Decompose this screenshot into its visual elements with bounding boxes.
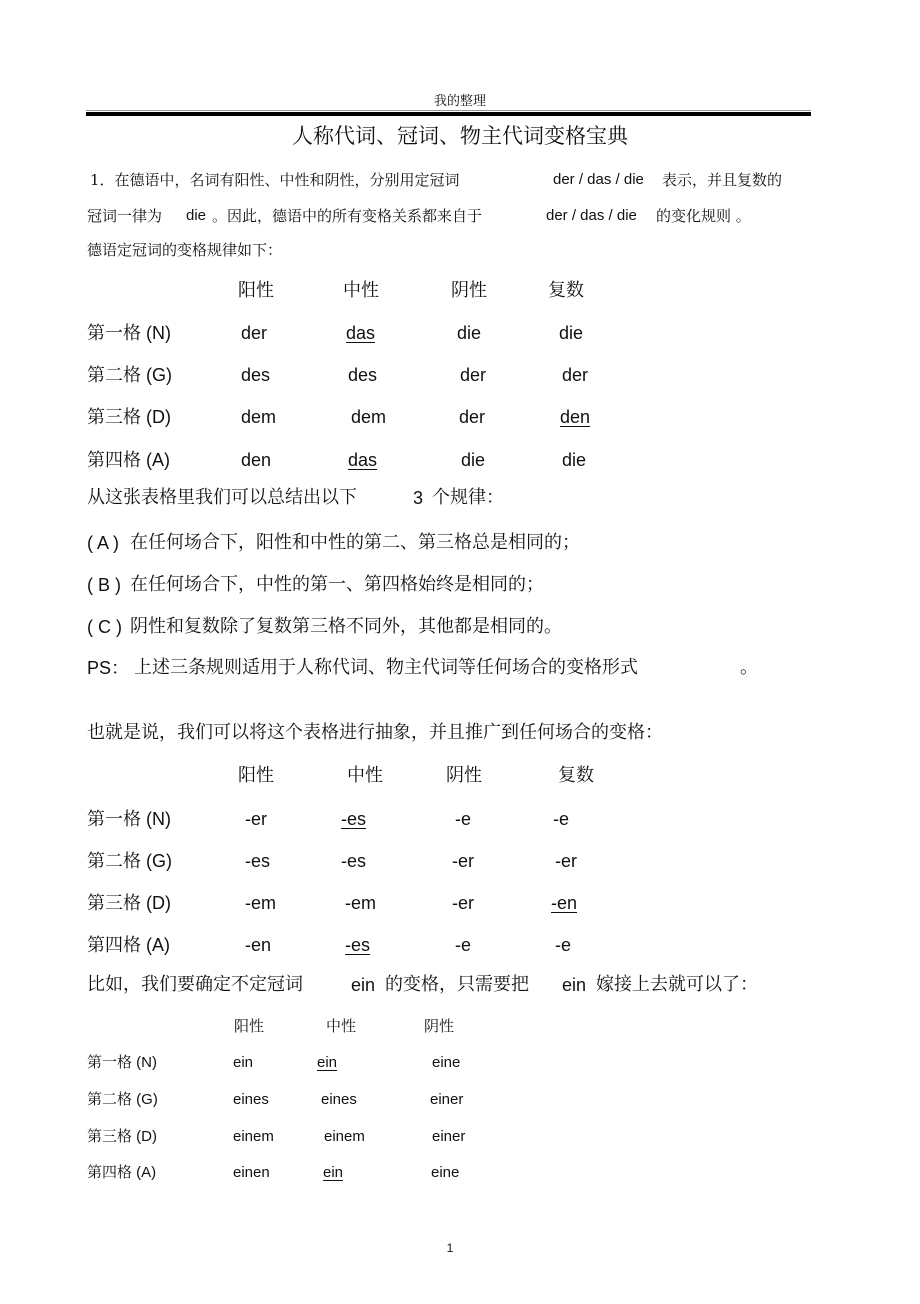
table2-row-label: 第二格 (G) bbox=[87, 851, 172, 871]
page-number: 1 bbox=[446, 1241, 454, 1255]
intro-text-2e: 的变化规则 。 bbox=[656, 207, 751, 225]
intro-text-2c: 。因此，德语中的所有变格关系都来自于 bbox=[212, 207, 483, 225]
table2-cell: -er bbox=[452, 851, 474, 871]
table2-cell: -es bbox=[341, 809, 367, 829]
table1-cell: der bbox=[241, 323, 268, 343]
table3-cell: eines bbox=[321, 1091, 357, 1108]
intro-text-2a: 冠词一律为 bbox=[87, 207, 163, 225]
table3-row-label: 第一格 (N) bbox=[87, 1054, 157, 1071]
table2-row-label: 第四格 (A) bbox=[87, 935, 170, 955]
table3-header-feminine: 阴性 bbox=[424, 1017, 455, 1035]
intro-articles-1: der / das / die bbox=[553, 171, 644, 188]
table2-cell: -em bbox=[245, 893, 276, 913]
table2-cell: -e bbox=[455, 809, 472, 829]
table2-cell: -em bbox=[345, 893, 376, 913]
table1-header-feminine: 阴性 bbox=[451, 280, 487, 301]
rules-count: 3 bbox=[413, 488, 424, 508]
example-ein-2: ein bbox=[562, 975, 587, 995]
table3-cell: eine bbox=[432, 1054, 461, 1071]
table1-row-label: 第三格 (D) bbox=[87, 407, 171, 427]
table1-cell: der bbox=[562, 365, 589, 385]
rule-c-label: ( C ) bbox=[87, 617, 122, 637]
table3-cell: einer bbox=[432, 1128, 466, 1145]
example-text-a: 比如，我们要确定不定冠词 bbox=[87, 974, 303, 995]
table2-cell: -e bbox=[553, 809, 570, 829]
table1-cell: des bbox=[241, 365, 271, 385]
intro-articles-2: der / das / die bbox=[546, 207, 637, 224]
table1-row-label: 第一格 (N) bbox=[87, 323, 171, 343]
table3-row-label: 第三格 (D) bbox=[87, 1128, 157, 1145]
table2-header-plural: 复数 bbox=[558, 765, 594, 786]
rule-b-label: ( B ) bbox=[87, 575, 121, 595]
table3-cell: einer bbox=[430, 1091, 464, 1108]
table1-cell: das bbox=[346, 323, 376, 343]
intro-line-1 bbox=[90, 171, 460, 189]
table3-cell: einem bbox=[233, 1128, 274, 1145]
intro-text-1c: 表示，并且复数的 bbox=[662, 171, 783, 189]
page-header: 我的整理 bbox=[433, 94, 486, 109]
table1-cell: den bbox=[241, 450, 272, 470]
table2-cell: -er bbox=[555, 851, 577, 871]
example-ein-1: ein bbox=[351, 975, 376, 995]
table1-header-neuter: 中性 bbox=[343, 280, 379, 301]
table1-cell: die bbox=[457, 323, 482, 343]
table1-header-plural: 复数 bbox=[548, 280, 584, 301]
rule-a-text: 在任何场合下，阳性和中性的第二、第三格总是相同的； bbox=[130, 532, 580, 553]
example-text-e: 嫁接上去就可以了： bbox=[596, 974, 758, 995]
table1-cell: die bbox=[559, 323, 584, 343]
table1-cell: die bbox=[562, 450, 587, 470]
table2-cell: -es bbox=[341, 851, 367, 871]
rule-b-text: 在任何场合下，中性的第一、第四格始终是相同的； bbox=[130, 574, 544, 595]
table2-cell: -er bbox=[452, 893, 474, 913]
rules-intro: 从这张表格里我们可以总结出以下 bbox=[87, 487, 357, 508]
header-rule-thin bbox=[86, 110, 811, 111]
table2-header-masculine: 阳性 bbox=[238, 765, 274, 786]
ps-end: 。 bbox=[740, 657, 758, 678]
table1-cell: die bbox=[461, 450, 486, 470]
table3-cell: einen bbox=[233, 1164, 270, 1181]
example-text-c: 的变格，只需要把 bbox=[385, 974, 529, 995]
table1-row-label: 第二格 (G) bbox=[87, 365, 172, 385]
table1-row-label: 第四格 (A) bbox=[87, 450, 170, 470]
intro-text-3: 德语定冠词的变格规律如下： bbox=[87, 241, 283, 259]
table2-row-label: 第一格 (N) bbox=[87, 809, 171, 829]
table3-header-neuter: 中性 bbox=[326, 1017, 357, 1035]
table2-cell: -es bbox=[345, 935, 371, 955]
intro-die: die bbox=[186, 207, 207, 224]
table1-cell: dem bbox=[351, 407, 387, 427]
table2-cell: -es bbox=[245, 851, 271, 871]
table1-cell: des bbox=[348, 365, 378, 385]
header-rule-thick bbox=[86, 112, 811, 116]
table2-row-label: 第三格 (D) bbox=[87, 893, 171, 913]
table1-cell: der bbox=[459, 407, 486, 427]
rules-intro-end: 个规律： bbox=[432, 487, 504, 508]
table1-cell: das bbox=[348, 450, 378, 470]
table1-cell: den bbox=[560, 407, 591, 427]
table2-header-feminine: 阴性 bbox=[446, 765, 482, 786]
table2-cell: -e bbox=[455, 935, 472, 955]
ps-text: 上述三条规则适用于人称代词、物主代词等任何场合的变格形式 bbox=[134, 657, 638, 678]
table3-cell: einem bbox=[324, 1128, 365, 1145]
table3-cell: ein bbox=[323, 1164, 344, 1181]
table3-header-masculine: 阳性 bbox=[234, 1017, 265, 1035]
table1-cell: dem bbox=[241, 407, 277, 427]
table2-cell: -en bbox=[245, 935, 272, 955]
table3-cell: eine bbox=[431, 1164, 460, 1181]
document-title: 人称代词、冠词、物主代词变格宝典 bbox=[292, 124, 628, 148]
table2-cell: -er bbox=[245, 809, 267, 829]
ps-label: PS： bbox=[87, 658, 130, 678]
table3-cell: ein bbox=[317, 1054, 338, 1071]
table2-cell: -e bbox=[555, 935, 572, 955]
table3-row-label: 第二格 (G) bbox=[87, 1091, 158, 1108]
rule-c-text: 阴性和复数除了复数第三格不同外，其他都是相同的。 bbox=[130, 616, 562, 637]
rule-a-label: ( A ) bbox=[87, 533, 120, 553]
table3-row-label: 第四格 (A) bbox=[87, 1164, 157, 1181]
table1-cell: der bbox=[460, 365, 487, 385]
intro-text: 1．在德语中，名词有阳性、中性和阴性，分别用定冠词 bbox=[90, 171, 460, 189]
abstract-intro: 也就是说，我们可以将这个表格进行抽象，并且推广到任何场合的变格： bbox=[87, 722, 663, 743]
table2-cell: -en bbox=[551, 893, 578, 913]
table3-cell: eines bbox=[233, 1091, 269, 1108]
table2-header-neuter: 中性 bbox=[347, 765, 383, 786]
table3-cell: ein bbox=[233, 1054, 254, 1071]
table1-header-masculine: 阳性 bbox=[238, 280, 274, 301]
